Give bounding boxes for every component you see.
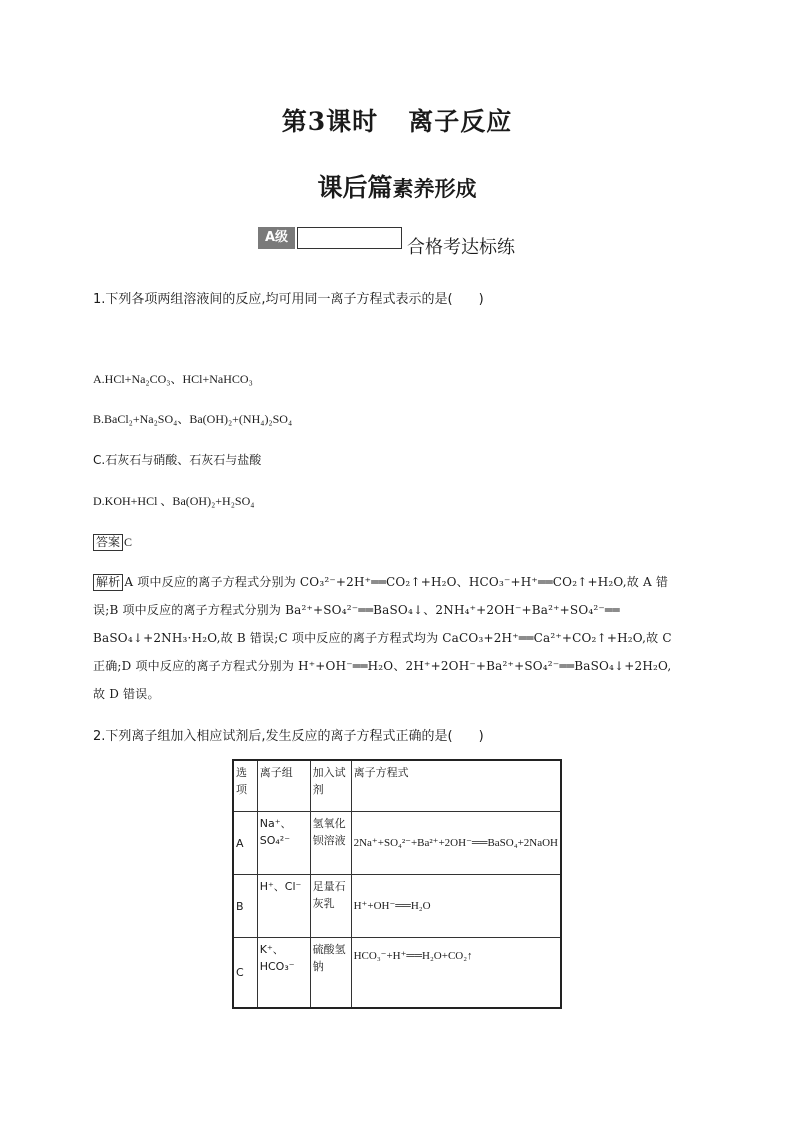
q1-option-a: A.HCl+Na₂CO₃、HCl+NaHCO₃ — [93, 372, 253, 386]
answer-value: C — [124, 535, 133, 549]
table-row — [233, 812, 561, 875]
explanation-tag: 解析 — [93, 574, 123, 591]
section-title — [0, 168, 794, 204]
row-option: A — [233, 812, 257, 875]
row-ions: H⁺、Cl⁻ — [257, 875, 310, 938]
header-equation: 离子方程式 — [351, 760, 561, 812]
row-ions: Na⁺、SO₄²⁻ — [257, 812, 310, 875]
level-badge: A级 — [258, 227, 295, 249]
q1-option-c: C.石灰石与硝酸、石灰石与盐酸 — [93, 453, 262, 467]
explanation-line-1: A 项中反应的离子方程式分别为 CO₃²⁻+2H⁺══CO₂↑+H₂O、HCO₃⁻+H⁺══CO₂↑+H₂O,故 A 错 — [124, 575, 669, 589]
row-reagent: 氢氧化钡溶液 — [310, 812, 351, 875]
row-equation: HCO₃⁻+H⁺══H₂O+CO₂↑ — [351, 938, 561, 1009]
header-reagent: 加入试剂 — [310, 760, 351, 812]
row-equation: H⁺+OH⁻══H₂O — [351, 875, 561, 938]
lesson-number: 第3课时 — [281, 107, 379, 136]
answer-tag: 答案 — [93, 534, 123, 551]
q1-explanation — [93, 568, 698, 708]
explanation-line-4: 正确;D 项中反应的离子方程式分别为 H⁺+OH⁻══H₂O、2H⁺+2OH⁻+Ba²⁺+SO₄²⁻══BaSO₄↓+2H₂O, — [93, 659, 672, 673]
q1-stem: 1.下列各项两组溶液间的反应,均可用同一离子方程式表示的是( ) — [93, 292, 484, 307]
explanation-line-5: 故 D 错误。 — [93, 687, 160, 701]
q1-option-b: B.BaCl₂+Na₂SO₄、Ba(OH)₂+(NH₄)₂SO₄ — [93, 412, 293, 426]
row-option: B — [233, 875, 257, 938]
level-text: 合格考达标练 — [407, 237, 515, 258]
lesson-title — [0, 102, 794, 138]
q1-answer — [93, 531, 132, 551]
row-ions: K⁺、HCO₃⁻ — [257, 938, 310, 1009]
header-ions: 离子组 — [257, 760, 310, 812]
section-title-main: 课后篇 — [317, 173, 393, 202]
section-title-sub: 素养形成 — [392, 176, 477, 201]
row-reagent: 足量石灰乳 — [310, 875, 351, 938]
row-equation: 2Na⁺+SO₄²⁻+Ba²⁺+2OH⁻══BaSO₄+2NaOH — [351, 812, 561, 875]
lesson-topic: 离子反应 — [408, 107, 513, 136]
q2-table — [232, 759, 562, 1009]
table-header-row — [233, 760, 561, 812]
level-blank-box — [297, 227, 402, 249]
table-row — [233, 938, 561, 1009]
row-reagent: 硫酸氢钠 — [310, 938, 351, 1009]
row-option: C — [233, 938, 257, 1009]
q2-stem: 2.下列离子组加入相应试剂后,发生反应的离子方程式正确的是( ) — [93, 729, 484, 744]
explanation-line-2: 误;B 项中反应的离子方程式分别为 Ba²⁺+SO₄²⁻══BaSO₄↓、2NH₄⁺+2OH⁻+Ba²⁺+SO₄²⁻══ — [93, 603, 620, 617]
header-option: 选项 — [233, 760, 257, 812]
explanation-line-3: BaSO₄↓+2NH₃·H₂O,故 B 错误;C 项中反应的离子方程式均为 CaCO₃+2H⁺══Ca²⁺+CO₂↑+H₂O,故 C — [93, 631, 672, 645]
q1-option-d: D.KOH+HCl 、Ba(OH)₂+H₂SO₄ — [93, 494, 255, 508]
table-row — [233, 875, 561, 938]
